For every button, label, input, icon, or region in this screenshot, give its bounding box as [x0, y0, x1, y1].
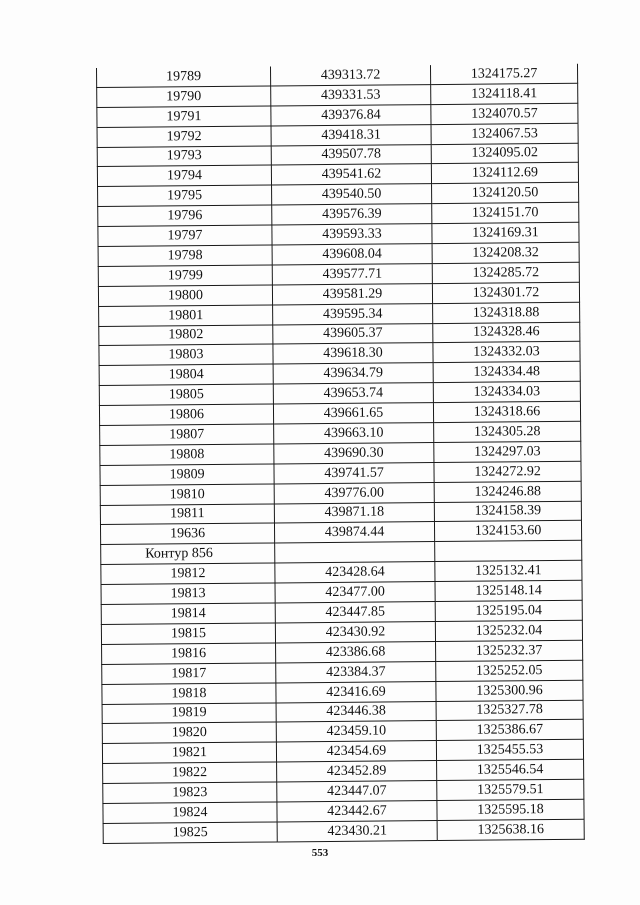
y-coordinate-cell: 1324334.48 — [433, 362, 580, 383]
x-coordinate-cell: 423428.64 — [275, 562, 435, 583]
y-coordinate-cell: 1324158.39 — [434, 501, 581, 522]
x-coordinate-cell: 423459.10 — [276, 721, 436, 742]
y-coordinate-cell: 1325195.04 — [435, 600, 582, 621]
point-number-cell: 19819 — [102, 702, 276, 723]
point-number-cell: 19794 — [97, 165, 271, 186]
x-coordinate-cell: 439507.78 — [271, 144, 431, 165]
table-row — [103, 819, 584, 843]
point-number-cell: 19820 — [102, 722, 276, 743]
y-coordinate-cell: 1325386.67 — [436, 720, 583, 741]
x-coordinate-cell: 439541.62 — [271, 164, 431, 185]
x-coordinate-cell: 439871.18 — [274, 502, 434, 523]
y-coordinate-cell: 1325232.37 — [436, 640, 583, 661]
point-number-cell: 19807 — [100, 424, 274, 445]
y-coordinate-cell: 1324175.27 — [430, 64, 577, 85]
y-coordinate-cell: 1324272.92 — [434, 461, 581, 482]
x-coordinate-cell: 439418.31 — [271, 124, 431, 145]
y-coordinate-cell: 1324118.41 — [431, 83, 578, 104]
y-coordinate-cell: 1324153.60 — [434, 521, 581, 542]
y-coordinate-cell: 1324305.28 — [434, 421, 581, 442]
y-coordinate-cell: 1324334.03 — [433, 382, 580, 403]
y-coordinate-cell: 1324318.66 — [433, 401, 580, 422]
x-coordinate-cell: 439313.72 — [270, 65, 430, 86]
point-number-cell: 19813 — [101, 583, 275, 604]
point-number-cell: 19793 — [97, 146, 271, 167]
x-coordinate-cell: 439595.34 — [273, 303, 433, 324]
page-number: 553 — [311, 847, 329, 859]
x-coordinate-cell: 423384.37 — [276, 661, 436, 682]
point-number-cell: 19815 — [101, 623, 275, 644]
y-coordinate-cell: 1325132.41 — [435, 561, 582, 582]
point-number-cell: 19801 — [99, 305, 273, 326]
y-coordinate-cell: 1324301.72 — [432, 282, 579, 303]
x-coordinate-cell: 423416.69 — [276, 681, 436, 702]
point-number-cell: 19808 — [100, 444, 274, 465]
x-coordinate-cell: 439663.10 — [274, 423, 434, 444]
x-coordinate-cell: 439690.30 — [274, 442, 434, 463]
point-number-cell: 19636 — [100, 523, 274, 544]
x-coordinate-cell: 439653.74 — [273, 383, 433, 404]
x-coordinate-cell: 439618.30 — [273, 343, 433, 364]
point-number-cell: 19806 — [99, 404, 273, 425]
contour-label: Контур 856 — [101, 543, 275, 564]
x-coordinate-cell: 439634.79 — [273, 363, 433, 384]
x-coordinate-cell: 423447.07 — [277, 781, 437, 802]
x-coordinate-cell: 439331.53 — [271, 84, 431, 105]
x-coordinate-cell: 439376.84 — [271, 104, 431, 125]
point-number-cell: 19814 — [101, 603, 275, 624]
y-coordinate-cell: 1324112.69 — [431, 163, 578, 184]
x-coordinate-cell: 439661.65 — [273, 403, 433, 424]
point-number-cell: 19818 — [102, 683, 276, 704]
point-number-cell: 19798 — [98, 245, 272, 266]
x-coordinate-cell: 423447.85 — [275, 602, 435, 623]
point-number-cell: 19800 — [98, 285, 272, 306]
point-number-cell: 19812 — [101, 563, 275, 584]
point-number-cell: 19803 — [99, 344, 273, 365]
x-coordinate-cell: 439605.37 — [273, 323, 433, 344]
point-number-cell: 19816 — [102, 643, 276, 664]
x-coordinate-cell: 439741.57 — [274, 462, 434, 483]
point-number-cell: 19795 — [98, 185, 272, 206]
empty-cell — [435, 541, 582, 562]
y-coordinate-cell: 1324095.02 — [431, 143, 578, 164]
point-number-cell: 19790 — [97, 86, 271, 107]
y-coordinate-cell: 1324246.88 — [434, 481, 581, 502]
point-number-cell: 19789 — [96, 66, 270, 87]
x-coordinate-cell: 423430.21 — [277, 820, 437, 841]
point-number-cell: 19811 — [100, 504, 274, 525]
point-number-cell: 19804 — [99, 364, 273, 385]
x-coordinate-cell: 439608.04 — [272, 244, 432, 265]
point-number-cell: 19797 — [98, 225, 272, 246]
coordinates-table — [96, 64, 585, 844]
coordinates-table-container — [96, 64, 584, 844]
point-number-cell: 19824 — [103, 802, 277, 823]
x-coordinate-cell: 439776.00 — [274, 482, 434, 503]
point-number-cell: 19821 — [102, 742, 276, 763]
point-number-cell: 19809 — [100, 464, 274, 485]
coordinates-table-body — [96, 64, 584, 843]
x-coordinate-cell: 423386.68 — [276, 641, 436, 662]
point-number-cell: 19792 — [97, 126, 271, 147]
y-coordinate-cell: 1325455.53 — [436, 740, 583, 761]
x-coordinate-cell: 423446.38 — [276, 701, 436, 722]
x-coordinate-cell: 423442.67 — [277, 801, 437, 822]
x-coordinate-cell: 423454.69 — [276, 741, 436, 762]
x-coordinate-cell: 423477.00 — [275, 582, 435, 603]
y-coordinate-cell: 1324120.50 — [432, 183, 579, 204]
point-number-cell: 19805 — [99, 384, 273, 405]
x-coordinate-cell: 423430.92 — [275, 621, 435, 642]
x-coordinate-cell: 439874.44 — [274, 522, 434, 543]
point-number-cell: 19791 — [97, 106, 271, 127]
x-coordinate-cell: 439581.29 — [272, 283, 432, 304]
x-coordinate-cell: 423452.89 — [277, 761, 437, 782]
y-coordinate-cell: 1325327.78 — [436, 700, 583, 721]
y-coordinate-cell: 1324169.31 — [432, 222, 579, 243]
point-number-cell: 19796 — [98, 205, 272, 226]
y-coordinate-cell: 1325232.04 — [435, 620, 582, 641]
point-number-cell: 19799 — [98, 265, 272, 286]
y-coordinate-cell: 1325300.96 — [436, 680, 583, 701]
x-coordinate-cell: 439540.50 — [272, 184, 432, 205]
y-coordinate-cell: 1324328.46 — [433, 322, 580, 343]
y-coordinate-cell: 1324070.57 — [431, 103, 578, 124]
y-coordinate-cell: 1325638.16 — [437, 819, 584, 840]
empty-cell — [275, 542, 435, 563]
y-coordinate-cell: 1324332.03 — [433, 342, 580, 363]
point-number-cell: 19802 — [99, 325, 273, 346]
y-coordinate-cell: 1324285.72 — [432, 262, 579, 283]
y-coordinate-cell: 1325252.05 — [436, 660, 583, 681]
x-coordinate-cell: 439577.71 — [272, 263, 432, 284]
y-coordinate-cell: 1325595.18 — [437, 799, 584, 820]
y-coordinate-cell: 1324297.03 — [434, 441, 581, 462]
y-coordinate-cell: 1325579.51 — [437, 779, 584, 800]
y-coordinate-cell: 1325546.54 — [437, 759, 584, 780]
y-coordinate-cell: 1324151.70 — [432, 203, 579, 224]
y-coordinate-cell: 1325148.14 — [435, 580, 582, 601]
point-number-cell: 19817 — [102, 663, 276, 684]
point-number-cell: 19825 — [103, 822, 277, 843]
y-coordinate-cell: 1324208.32 — [432, 242, 579, 263]
point-number-cell: 19823 — [103, 782, 277, 803]
x-coordinate-cell: 439593.33 — [272, 224, 432, 245]
point-number-cell: 19810 — [100, 484, 274, 505]
y-coordinate-cell: 1324318.88 — [433, 302, 580, 323]
x-coordinate-cell: 439576.39 — [272, 204, 432, 225]
y-coordinate-cell: 1324067.53 — [431, 123, 578, 144]
point-number-cell: 19822 — [103, 762, 277, 783]
